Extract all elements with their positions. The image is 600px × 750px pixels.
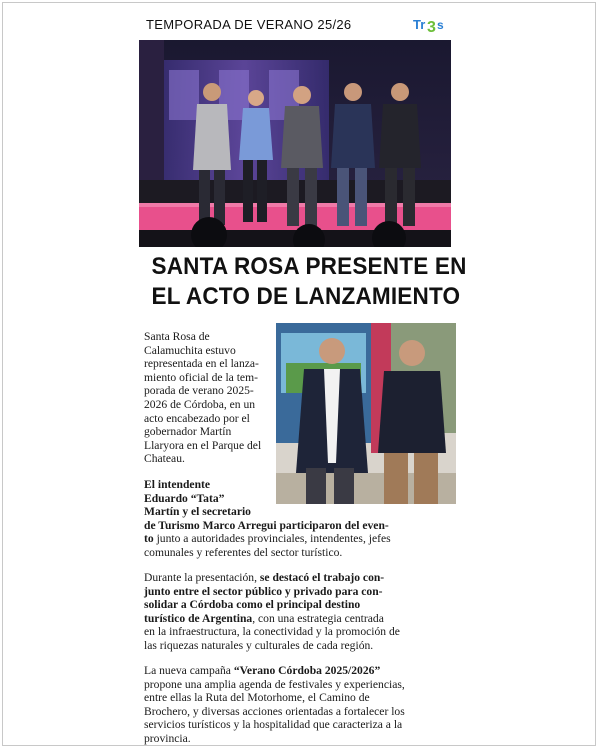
paragraph-presentation (144, 571, 456, 653)
section-label: TEMPORADA DE VERANO 25/26 (146, 17, 352, 32)
text-line (144, 571, 456, 585)
text-line: Brochero, y diversas acciones orientadas a fortalecer los (144, 704, 405, 718)
text-line: Santa Rosa de (144, 330, 210, 343)
text-line: gobernador Martín (144, 425, 232, 439)
text-line: provincia. (144, 731, 191, 745)
text-line: las riquezas naturales y culturales de cada región. (144, 638, 374, 652)
inset-photo-two-men (276, 323, 456, 504)
headline-line-2: EL ACTO DE LANZAMIENTO (151, 283, 461, 310)
text-line: entre ellas la Ruta del Motorhome, el Camino de (144, 691, 370, 705)
text-plain: La nueva campaña (144, 664, 234, 677)
text-line: servicios turísticos y la hospitalidad que caracteriza a la (144, 718, 403, 732)
tr3s-logo (412, 13, 446, 35)
text-line: representada en el lanza- (144, 357, 259, 371)
text-line (144, 612, 456, 626)
paragraph-intro (144, 330, 274, 466)
hero-photo-stage (139, 40, 451, 247)
svg-text:3: 3 (427, 19, 436, 35)
text-line: comunales y referentes del sector turístico. (144, 545, 343, 559)
text-line: propone una amplia agenda de festivales y experiencias, (144, 677, 405, 691)
text-bold: to (144, 532, 154, 546)
text-line: Llaryora en el Parque del (144, 438, 262, 452)
text-bold: se destacó el trabajo con- (259, 571, 385, 584)
text-bold: turístico de Argentina (144, 611, 253, 625)
text-line: Eduardo “Tata” (144, 491, 225, 505)
text-line: miento oficial de la tem- (144, 370, 258, 384)
text-line: en la infraestructura, la conectividad y la promoción de (144, 625, 400, 639)
text-line: solidar a Córdoba como el principal destino (144, 598, 361, 612)
text-line (144, 664, 456, 678)
text-line: junto entre el sector público y privado para con- (144, 584, 383, 598)
text-line: de Turismo Marco Arregui participaron del even- (144, 518, 389, 532)
text-plain: Durante la presentación, (144, 571, 260, 584)
text-plain: junto a autoridades provinciales, intendentes, jefes (153, 532, 391, 546)
headline (151, 252, 467, 312)
text-plain: , con una estrategia centrada (252, 611, 384, 625)
text-line: acto encabezado por el (144, 411, 250, 425)
paragraph-officials (144, 478, 454, 560)
paragraph-campaign (144, 664, 456, 746)
text-line: porada de verano 2025- (144, 384, 254, 398)
svg-text:Tr: Tr (413, 17, 426, 32)
text-line: El intendente (144, 478, 211, 491)
text-line: 2026 de Córdoba, en un (144, 397, 256, 411)
text-line: Calamuchita estuvo (144, 343, 236, 357)
text-line: Martín y el secretario (144, 505, 251, 519)
svg-text:s: s (437, 18, 444, 32)
text-line: Chateau. (144, 452, 185, 466)
text-bold: “Verano Córdoba 2025/2026” (233, 664, 381, 677)
headline-line-1: SANTA ROSA PRESENTE EN (151, 253, 467, 280)
text-line (144, 532, 454, 546)
